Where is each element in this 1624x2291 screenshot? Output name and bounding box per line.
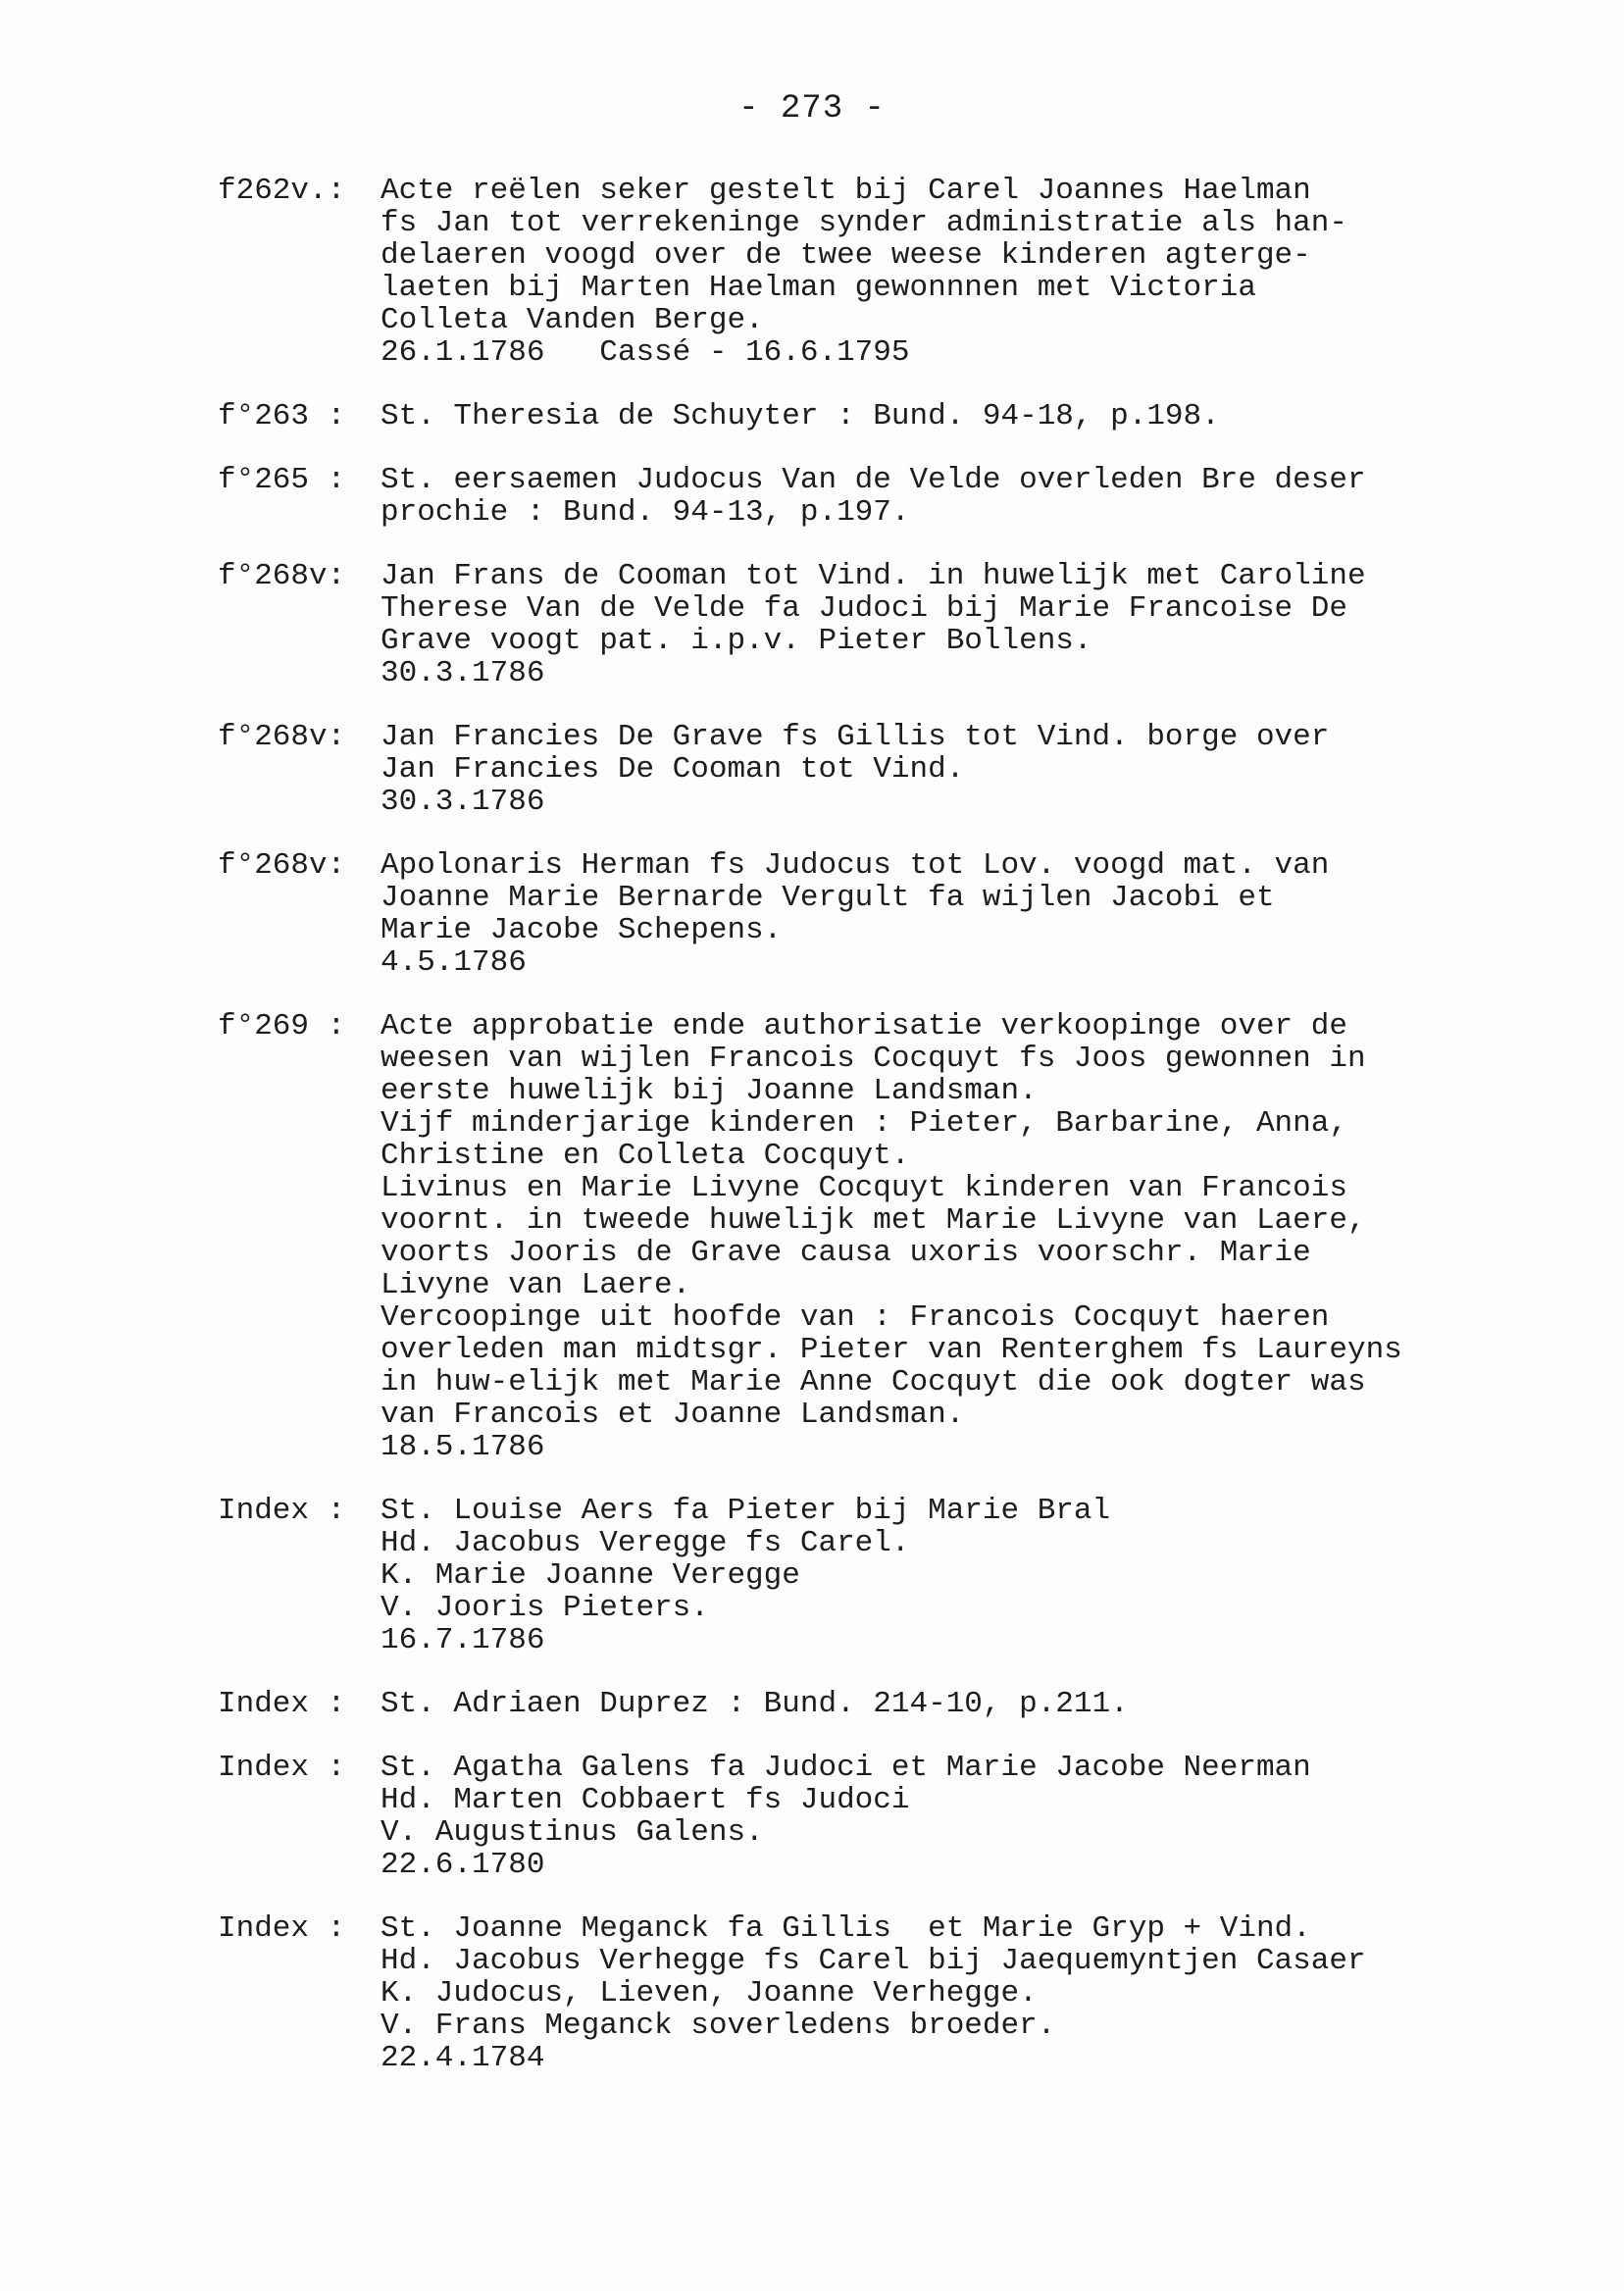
entry-line: delaeren voogd over de twee weese kinderen agterge-	[381, 238, 1311, 273]
entry-line: St. eersaemen Judocus Van de Velde overleden Bre deser	[381, 463, 1366, 497]
entry-line: Therese Van de Velde fa Judoci bij Marie Francoise De	[381, 591, 1347, 626]
entry	[218, 560, 1493, 689]
entry-text	[381, 1688, 1493, 1720]
entry-line: Marie Jacobe Schepens.	[381, 913, 783, 947]
entry	[218, 464, 1493, 529]
entry-text	[381, 1752, 1493, 1881]
entry-line: K. Judocus, Lieven, Joanne Verhegge.	[381, 1976, 1038, 2011]
entry-line: St. Louise Aers fa Pieter bij Marie Bral	[381, 1494, 1111, 1528]
entry-text	[381, 849, 1493, 979]
page-number: - 273 -	[738, 90, 886, 127]
entry-line: fs Jan tot verrekeninge synder administratie als han-	[381, 206, 1347, 240]
entry-line: Apolonaris Herman fs Judocus tot Lov. voogd mat. van	[381, 848, 1330, 883]
entry-line: prochie : Bund. 94-13, p.197.	[381, 495, 910, 530]
entry-line: in huw-elijk met Marie Anne Cocquyt die ook dogter was	[381, 1365, 1366, 1400]
entry-line: Acte approbatie ende authorisatie verkoopinge over de	[381, 1009, 1347, 1044]
entry-line: V. Jooris Pieters.	[381, 1591, 709, 1625]
entry-line: eerste huwelijk bij Joanne Landsman.	[381, 1074, 1038, 1108]
entry-list	[218, 175, 1493, 2106]
entry-line: 18.5.1786	[381, 1430, 545, 1464]
entry-line: 22.4.1784	[381, 2041, 545, 2075]
entry-reference: f°265 :	[218, 463, 346, 497]
entry-line: 16.7.1786	[381, 1623, 545, 1657]
entry	[218, 1688, 1493, 1720]
entry-line: 26.1.1786 Cassé - 16.6.1795	[381, 335, 910, 370]
entry-line: Hd. Jacobus Veregge fs Carel.	[381, 1526, 910, 1560]
entry-line: 30.3.1786	[381, 785, 545, 819]
entry-line: Hd. Marten Cobbaert fs Judoci	[381, 1783, 910, 1817]
entry-reference: f°268v:	[218, 720, 346, 754]
entry-line: Christine en Colleta Cocquyt.	[381, 1139, 910, 1173]
entry	[218, 175, 1493, 369]
entry-reference: f262v.:	[218, 174, 346, 208]
entry-text	[381, 464, 1493, 529]
entry-reference: f°268v:	[218, 559, 346, 593]
entry	[218, 1010, 1493, 1463]
entry-reference: Index :	[218, 1911, 346, 1946]
entry-line: weesen van wijlen Francois Cocquyt fs Joos gewonnen in	[381, 1042, 1366, 1076]
entry-line: overleden man midtsgr. Pieter van Renterghem fs Laureyns	[381, 1333, 1402, 1367]
entry-line: V. Frans Meganck soverledens broeder.	[381, 2009, 1056, 2043]
entry-reference: f°263 :	[218, 399, 346, 433]
entry-line: 30.3.1786	[381, 656, 545, 690]
entry-line: St. Adriaen Duprez : Bund. 214-10, p.211.	[381, 1687, 1129, 1721]
entry-line: Acte reëlen seker gestelt bij Carel Joannes Haelman	[381, 174, 1311, 208]
entry-line: Joanne Marie Bernarde Vergult fa wijlen Jacobi et	[381, 881, 1275, 915]
entry-line: 22.6.1780	[381, 1848, 545, 1882]
entry-reference: Index :	[218, 1494, 346, 1528]
entry-line: K. Marie Joanne Veregge	[381, 1558, 800, 1593]
entry-reference: Index :	[218, 1687, 346, 1721]
entry	[218, 400, 1493, 433]
entry-line: voornt. in tweede huwelijk met Marie Livyne van Laere,	[381, 1203, 1366, 1238]
entry-line: Jan Francies De Grave fs Gillis tot Vind. borge over	[381, 720, 1330, 754]
entry-line: St. Theresia de Schuyter : Bund. 94-18, p.198.	[381, 399, 1220, 433]
entry	[218, 1752, 1493, 1881]
entry-line: Livyne van Laere.	[381, 1268, 691, 1302]
entry	[218, 849, 1493, 979]
entry-text	[381, 1010, 1493, 1463]
entry	[218, 1912, 1493, 2074]
entry	[218, 1495, 1493, 1656]
entry-text	[381, 1912, 1493, 2074]
entry-line: 4.5.1786	[381, 945, 527, 980]
entry-text	[381, 1495, 1493, 1656]
entry-text	[381, 400, 1493, 433]
entry	[218, 721, 1493, 818]
entry-reference: Index :	[218, 1751, 346, 1785]
entry-text	[381, 560, 1493, 689]
entry-line: St. Joanne Meganck fa Gillis et Marie Gryp + Vind.	[381, 1911, 1311, 1946]
entry-line: van Francois et Joanne Landsman.	[381, 1398, 965, 1432]
entry-line: Livinus en Marie Livyne Cocquyt kinderen van Francois	[381, 1171, 1347, 1205]
entry-line: V. Augustinus Galens.	[381, 1815, 764, 1850]
entry-reference: f°268v:	[218, 848, 346, 883]
entry-line: voorts Jooris de Grave causa uxoris voorschr. Marie	[381, 1236, 1311, 1270]
entry-reference: f°269 :	[218, 1009, 346, 1044]
entry-line: Colleta Vanden Berge.	[381, 303, 764, 337]
entry-line: Jan Frans de Cooman tot Vind. in huwelijk met Caroline	[381, 559, 1366, 593]
entry-line: St. Agatha Galens fa Judoci et Marie Jacobe Neerman	[381, 1751, 1311, 1785]
entry-line: Vijf minderjarige kinderen : Pieter, Barbarine, Anna,	[381, 1106, 1347, 1141]
entry-line: Vercoopinge uit hoofde van : Francois Cocquyt haeren	[381, 1300, 1330, 1335]
entry-line: Grave voogt pat. i.p.v. Pieter Bollens.	[381, 624, 1092, 658]
entry-line: Jan Francies De Cooman tot Vind.	[381, 752, 965, 787]
entry-line: Hd. Jacobus Verhegge fs Carel bij Jaequemyntjen Casaer	[381, 1944, 1366, 1978]
entry-text	[381, 175, 1493, 369]
entry-line: laeten bij Marten Haelman gewonnnen met Victoria	[381, 271, 1256, 305]
entry-text	[381, 721, 1493, 818]
